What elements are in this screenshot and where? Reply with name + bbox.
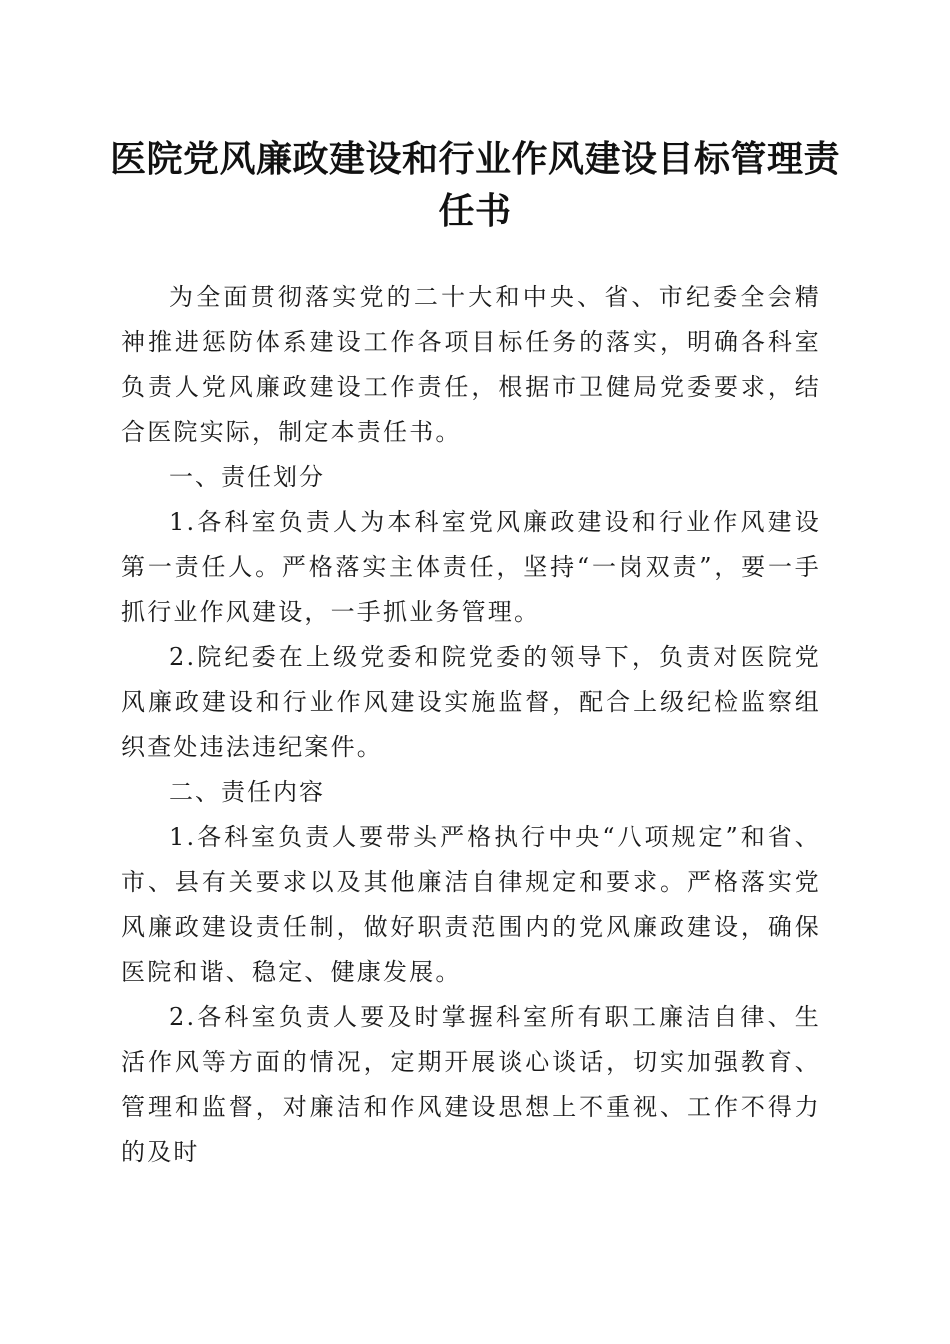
intro-paragraph: 为全面贯彻落实党的二十大和中央、省、市纪委全会精神推进惩防体系建设工作各项目标任务的落实，明确各科室负责人党风廉政建设工作责任，根据市卫健局党委要求，结合医院实际，制定本责任书。 xyxy=(121,283,821,446)
section1-item-1: 1.各科室负责人为本科室党风廉政建设和行业作风建设第一责任人。严格落实主体责任，坚持“一岗双责”，要一手抓行业作风建设，一手抓业务管理。 xyxy=(121,508,821,626)
section2-item-2: 2.各科室负责人要及时掌握科室所有职工廉洁自律、生活作风等方面的情况，定期开展谈心谈话，切实加强教育、管理和监督，对廉洁和作风建设思想上不重视、工作不得力的及时 xyxy=(121,1003,821,1166)
section2-item-1: 1.各科室负责人要带头严格执行中央“八项规定”和省、市、县有关要求以及其他廉洁自律规定和要求。严格落实党风廉政建设责任制，做好职责范围内的党风廉政建设，确保医院和谐、稳定、健康发展。 xyxy=(121,823,821,986)
section-heading-responsibility-content: 二、责任内容 xyxy=(169,778,325,806)
section1-item-2: 2.院纪委在上级党委和院党委的领导下，负责对医院党风廉政建设和行业作风建设实施监督，配合上级纪检监察组织查处违法违纪案件。 xyxy=(121,643,821,761)
document-title: 医院党风廉政建设和行业作风建设目标管理责任书 xyxy=(110,138,841,232)
section-heading-responsibility-division: 一、责任划分 xyxy=(169,463,325,491)
document-body xyxy=(121,275,821,1175)
